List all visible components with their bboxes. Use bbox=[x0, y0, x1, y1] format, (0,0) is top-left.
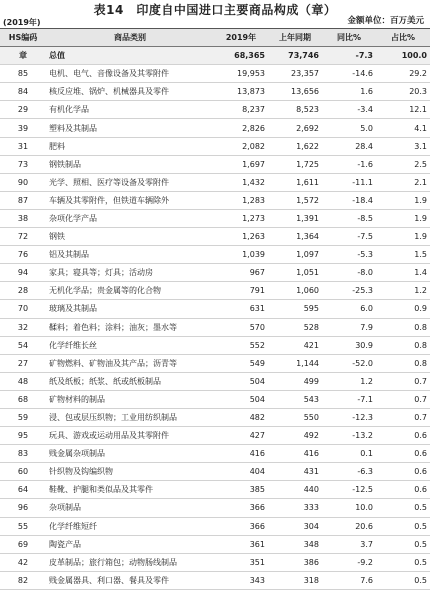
category-cell: 化学纤维短纤 bbox=[46, 517, 214, 535]
share-cell: 1.9 bbox=[376, 209, 430, 227]
value-prev-cell: 1,051 bbox=[268, 264, 322, 282]
hs-code-cell: 85 bbox=[0, 65, 46, 83]
share-cell: 0.5 bbox=[376, 517, 430, 535]
table-row bbox=[0, 517, 430, 535]
table-row bbox=[0, 65, 430, 83]
category-cell: 矿物燃料、矿物油及其产品；沥青等 bbox=[46, 354, 214, 372]
hs-code-cell: 28 bbox=[0, 282, 46, 300]
yoy-cell: -5.3 bbox=[322, 246, 376, 264]
category-cell: 肥料 bbox=[46, 137, 214, 155]
value-prev-cell: 543 bbox=[268, 390, 322, 408]
value-2019-cell: 343 bbox=[214, 571, 268, 589]
yoy-cell: 10.0 bbox=[322, 499, 376, 517]
value-prev-cell: 1,144 bbox=[268, 354, 322, 372]
value-2019-cell: 570 bbox=[214, 318, 268, 336]
table-body bbox=[0, 47, 430, 590]
value-prev-cell: 528 bbox=[268, 318, 322, 336]
yoy-cell: -52.0 bbox=[322, 354, 376, 372]
yoy-cell: -8.0 bbox=[322, 264, 376, 282]
table-row bbox=[0, 83, 430, 101]
value-2019-cell: 351 bbox=[214, 553, 268, 571]
yoy-cell: -8.5 bbox=[322, 209, 376, 227]
table-row bbox=[0, 191, 430, 209]
table-row bbox=[0, 481, 430, 499]
category-cell: 核反应堆、锅炉、机械器具及零件 bbox=[46, 83, 214, 101]
table-row bbox=[0, 463, 430, 481]
yoy-cell: -7.5 bbox=[322, 228, 376, 246]
hs-code-cell: 87 bbox=[0, 191, 46, 209]
value-2019-cell: 427 bbox=[214, 427, 268, 445]
hs-code-cell: 72 bbox=[0, 228, 46, 246]
share-cell: 0.6 bbox=[376, 445, 430, 463]
hs-code-cell: 94 bbox=[0, 264, 46, 282]
share-cell: 0.5 bbox=[376, 535, 430, 553]
value-prev-cell: 416 bbox=[268, 445, 322, 463]
table-row bbox=[0, 264, 430, 282]
share-cell: 2.5 bbox=[376, 155, 430, 173]
yoy-cell: 7.9 bbox=[322, 318, 376, 336]
share-cell: 0.6 bbox=[376, 427, 430, 445]
hs-code-cell: 32 bbox=[0, 318, 46, 336]
table-row bbox=[0, 354, 430, 372]
header-category: 商品类别 bbox=[46, 29, 214, 47]
yoy-cell: 0.1 bbox=[322, 445, 376, 463]
hs-code-cell: 73 bbox=[0, 155, 46, 173]
share-cell: 1.2 bbox=[376, 282, 430, 300]
share-cell: 2.1 bbox=[376, 173, 430, 191]
hs-code-cell: 55 bbox=[0, 517, 46, 535]
yoy-cell: -1.6 bbox=[322, 155, 376, 173]
share-cell: 0.9 bbox=[376, 300, 430, 318]
share-cell: 100.0 bbox=[376, 47, 430, 65]
value-2019-cell: 1,273 bbox=[214, 209, 268, 227]
category-cell: 铝及其制品 bbox=[46, 246, 214, 264]
value-prev-cell: 1,725 bbox=[268, 155, 322, 173]
table-title: 表14 印度自中国进口主要商品构成（章） bbox=[93, 3, 337, 17]
value-2019-cell: 504 bbox=[214, 390, 268, 408]
table-row bbox=[0, 173, 430, 191]
value-2019-cell: 1,039 bbox=[214, 246, 268, 264]
value-prev-cell: 318 bbox=[268, 571, 322, 589]
category-cell: 光学、照相、医疗等设备及零附件 bbox=[46, 173, 214, 191]
unit-note: 金额单位：百万美元 bbox=[347, 16, 424, 26]
category-cell: 钢铁 bbox=[46, 228, 214, 246]
value-prev-cell: 1,391 bbox=[268, 209, 322, 227]
hs-code-cell: 76 bbox=[0, 246, 46, 264]
hs-code-cell: 95 bbox=[0, 427, 46, 445]
total-row bbox=[0, 47, 430, 65]
share-cell: 0.7 bbox=[376, 390, 430, 408]
table-row bbox=[0, 445, 430, 463]
category-cell: 有机化学品 bbox=[46, 101, 214, 119]
hs-code-cell: 27 bbox=[0, 354, 46, 372]
hs-code-cell: 39 bbox=[0, 119, 46, 137]
share-cell: 1.5 bbox=[376, 246, 430, 264]
share-cell: 0.8 bbox=[376, 318, 430, 336]
value-2019-cell: 552 bbox=[214, 336, 268, 354]
yoy-cell: 1.6 bbox=[322, 83, 376, 101]
category-cell: 钢铁制品 bbox=[46, 155, 214, 173]
header-2019: 2019年 bbox=[214, 29, 268, 47]
hs-code-cell: 48 bbox=[0, 372, 46, 390]
value-2019-cell: 549 bbox=[214, 354, 268, 372]
category-cell: 化学纤维长丝 bbox=[46, 336, 214, 354]
yoy-cell: -3.4 bbox=[322, 101, 376, 119]
table-row bbox=[0, 137, 430, 155]
table-row bbox=[0, 571, 430, 589]
yoy-cell: 6.0 bbox=[322, 300, 376, 318]
table-row bbox=[0, 209, 430, 227]
yoy-cell: -12.5 bbox=[322, 481, 376, 499]
value-prev-cell: 550 bbox=[268, 408, 322, 426]
table-row bbox=[0, 246, 430, 264]
hs-code-cell: 60 bbox=[0, 463, 46, 481]
value-prev-cell: 595 bbox=[268, 300, 322, 318]
table-row bbox=[0, 390, 430, 408]
value-prev-cell: 2,692 bbox=[268, 119, 322, 137]
value-prev-cell: 1,097 bbox=[268, 246, 322, 264]
share-cell: 0.5 bbox=[376, 571, 430, 589]
table-row bbox=[0, 155, 430, 173]
hs-code-cell: 90 bbox=[0, 173, 46, 191]
yoy-cell: 20.6 bbox=[322, 517, 376, 535]
hs-code-cell: 29 bbox=[0, 101, 46, 119]
yoy-cell: 5.0 bbox=[322, 119, 376, 137]
import-composition-table bbox=[0, 28, 430, 590]
value-prev-cell: 304 bbox=[268, 517, 322, 535]
value-2019-cell: 404 bbox=[214, 463, 268, 481]
table-row bbox=[0, 282, 430, 300]
category-cell: 浸、包或层压织物；工业用纺织制品 bbox=[46, 408, 214, 426]
table-row bbox=[0, 101, 430, 119]
category-cell: 杂项制品 bbox=[46, 499, 214, 517]
yoy-cell: -12.3 bbox=[322, 408, 376, 426]
yoy-cell: -7.3 bbox=[322, 47, 376, 65]
yoy-cell: -13.2 bbox=[322, 427, 376, 445]
share-cell: 0.5 bbox=[376, 553, 430, 571]
share-cell: 0.6 bbox=[376, 463, 430, 481]
value-2019-cell: 19,953 bbox=[214, 65, 268, 83]
header-hs-code: HS编码 bbox=[0, 29, 46, 47]
value-2019-cell: 366 bbox=[214, 517, 268, 535]
value-prev-cell: 431 bbox=[268, 463, 322, 481]
table-row bbox=[0, 119, 430, 137]
table-row bbox=[0, 408, 430, 426]
value-prev-cell: 386 bbox=[268, 553, 322, 571]
yoy-cell: -18.4 bbox=[322, 191, 376, 209]
hs-code-cell: 82 bbox=[0, 571, 46, 589]
yoy-cell: 1.2 bbox=[322, 372, 376, 390]
share-cell: 20.3 bbox=[376, 83, 430, 101]
category-cell: 矿物材料的制品 bbox=[46, 390, 214, 408]
value-2019-cell: 13,873 bbox=[214, 83, 268, 101]
header-share: 占比% bbox=[376, 29, 430, 47]
value-prev-cell: 1,364 bbox=[268, 228, 322, 246]
share-cell: 4.1 bbox=[376, 119, 430, 137]
hs-code-cell: 70 bbox=[0, 300, 46, 318]
value-2019-cell: 416 bbox=[214, 445, 268, 463]
value-prev-cell: 73,746 bbox=[268, 47, 322, 65]
category-cell: 鞋靴、护腿和类似品及其零件 bbox=[46, 481, 214, 499]
yoy-cell: -14.6 bbox=[322, 65, 376, 83]
hs-code-cell: 38 bbox=[0, 209, 46, 227]
table-row bbox=[0, 535, 430, 553]
value-prev-cell: 1,611 bbox=[268, 173, 322, 191]
value-2019-cell: 2,082 bbox=[214, 137, 268, 155]
value-2019-cell: 2,826 bbox=[214, 119, 268, 137]
table-row bbox=[0, 372, 430, 390]
value-prev-cell: 421 bbox=[268, 336, 322, 354]
category-cell: 玩具、游戏或运动用品及其零附件 bbox=[46, 427, 214, 445]
category-cell: 杂项化学产品 bbox=[46, 209, 214, 227]
value-prev-cell: 333 bbox=[268, 499, 322, 517]
share-cell: 29.2 bbox=[376, 65, 430, 83]
share-cell: 1.9 bbox=[376, 228, 430, 246]
value-prev-cell: 499 bbox=[268, 372, 322, 390]
hs-code-cell: 59 bbox=[0, 408, 46, 426]
share-cell: 0.7 bbox=[376, 408, 430, 426]
category-cell: 家具；寝具等；灯具；活动房 bbox=[46, 264, 214, 282]
category-cell: 皮革制品；旅行箱包；动物肠线制品 bbox=[46, 553, 214, 571]
share-cell: 0.5 bbox=[376, 499, 430, 517]
value-2019-cell: 791 bbox=[214, 282, 268, 300]
share-cell: 1.9 bbox=[376, 191, 430, 209]
share-cell: 0.6 bbox=[376, 481, 430, 499]
category-cell: 总值 bbox=[46, 47, 214, 65]
table-row bbox=[0, 228, 430, 246]
category-cell: 鞣料；着色料；涂料；油灰；墨水等 bbox=[46, 318, 214, 336]
value-prev-cell: 348 bbox=[268, 535, 322, 553]
share-cell: 12.1 bbox=[376, 101, 430, 119]
category-cell: 无机化学品；贵金属等的化合物 bbox=[46, 282, 214, 300]
value-2019-cell: 1,283 bbox=[214, 191, 268, 209]
value-prev-cell: 440 bbox=[268, 481, 322, 499]
value-prev-cell: 1,060 bbox=[268, 282, 322, 300]
yoy-cell: 7.6 bbox=[322, 571, 376, 589]
table-row bbox=[0, 427, 430, 445]
category-cell: 塑料及其制品 bbox=[46, 119, 214, 137]
table-row bbox=[0, 499, 430, 517]
hs-code-cell: 31 bbox=[0, 137, 46, 155]
share-cell: 0.8 bbox=[376, 336, 430, 354]
table-header-row bbox=[0, 29, 430, 47]
yoy-cell: 28.4 bbox=[322, 137, 376, 155]
value-2019-cell: 967 bbox=[214, 264, 268, 282]
yoy-cell: 3.7 bbox=[322, 535, 376, 553]
value-2019-cell: 1,697 bbox=[214, 155, 268, 173]
value-2019-cell: 366 bbox=[214, 499, 268, 517]
yoy-cell: -25.3 bbox=[322, 282, 376, 300]
hs-code-cell: 42 bbox=[0, 553, 46, 571]
year-note: (2019年) bbox=[3, 18, 41, 27]
value-prev-cell: 1,572 bbox=[268, 191, 322, 209]
value-2019-cell: 361 bbox=[214, 535, 268, 553]
value-prev-cell: 13,656 bbox=[268, 83, 322, 101]
table-row bbox=[0, 553, 430, 571]
category-cell: 贱金属器具、利口器、餐具及零件 bbox=[46, 571, 214, 589]
yoy-cell: -11.1 bbox=[322, 173, 376, 191]
value-2019-cell: 1,432 bbox=[214, 173, 268, 191]
hs-code-cell: 69 bbox=[0, 535, 46, 553]
category-cell: 纸及纸板；纸浆、纸或纸板制品 bbox=[46, 372, 214, 390]
category-cell: 车辆及其零附件，但铁道车辆除外 bbox=[46, 191, 214, 209]
share-cell: 0.8 bbox=[376, 354, 430, 372]
table-row bbox=[0, 336, 430, 354]
share-cell: 0.7 bbox=[376, 372, 430, 390]
value-2019-cell: 631 bbox=[214, 300, 268, 318]
value-2019-cell: 1,263 bbox=[214, 228, 268, 246]
share-cell: 3.1 bbox=[376, 137, 430, 155]
table-row bbox=[0, 300, 430, 318]
hs-code-cell: 83 bbox=[0, 445, 46, 463]
value-prev-cell: 23,357 bbox=[268, 65, 322, 83]
share-cell: 1.4 bbox=[376, 264, 430, 282]
table-row bbox=[0, 318, 430, 336]
yoy-cell: 30.9 bbox=[322, 336, 376, 354]
yoy-cell: -6.3 bbox=[322, 463, 376, 481]
header-prev-year: 上年同期 bbox=[268, 29, 322, 47]
hs-code-cell: 64 bbox=[0, 481, 46, 499]
value-2019-cell: 68,365 bbox=[214, 47, 268, 65]
category-cell: 贱金属杂项制品 bbox=[46, 445, 214, 463]
category-cell: 电机、电气、音像设备及其零附件 bbox=[46, 65, 214, 83]
category-cell: 玻璃及其制品 bbox=[46, 300, 214, 318]
hs-code-cell: 54 bbox=[0, 336, 46, 354]
hs-code-cell: 章 bbox=[0, 47, 46, 65]
hs-code-cell: 84 bbox=[0, 83, 46, 101]
yoy-cell: -7.1 bbox=[322, 390, 376, 408]
value-2019-cell: 385 bbox=[214, 481, 268, 499]
header-yoy: 同比% bbox=[322, 29, 376, 47]
value-2019-cell: 504 bbox=[214, 372, 268, 390]
category-cell: 陶瓷产品 bbox=[46, 535, 214, 553]
value-2019-cell: 8,237 bbox=[214, 101, 268, 119]
value-2019-cell: 482 bbox=[214, 408, 268, 426]
value-prev-cell: 8,523 bbox=[268, 101, 322, 119]
category-cell: 针织物及钩编织物 bbox=[46, 463, 214, 481]
hs-code-cell: 96 bbox=[0, 499, 46, 517]
hs-code-cell: 68 bbox=[0, 390, 46, 408]
yoy-cell: -9.2 bbox=[322, 553, 376, 571]
value-prev-cell: 1,622 bbox=[268, 137, 322, 155]
value-prev-cell: 492 bbox=[268, 427, 322, 445]
